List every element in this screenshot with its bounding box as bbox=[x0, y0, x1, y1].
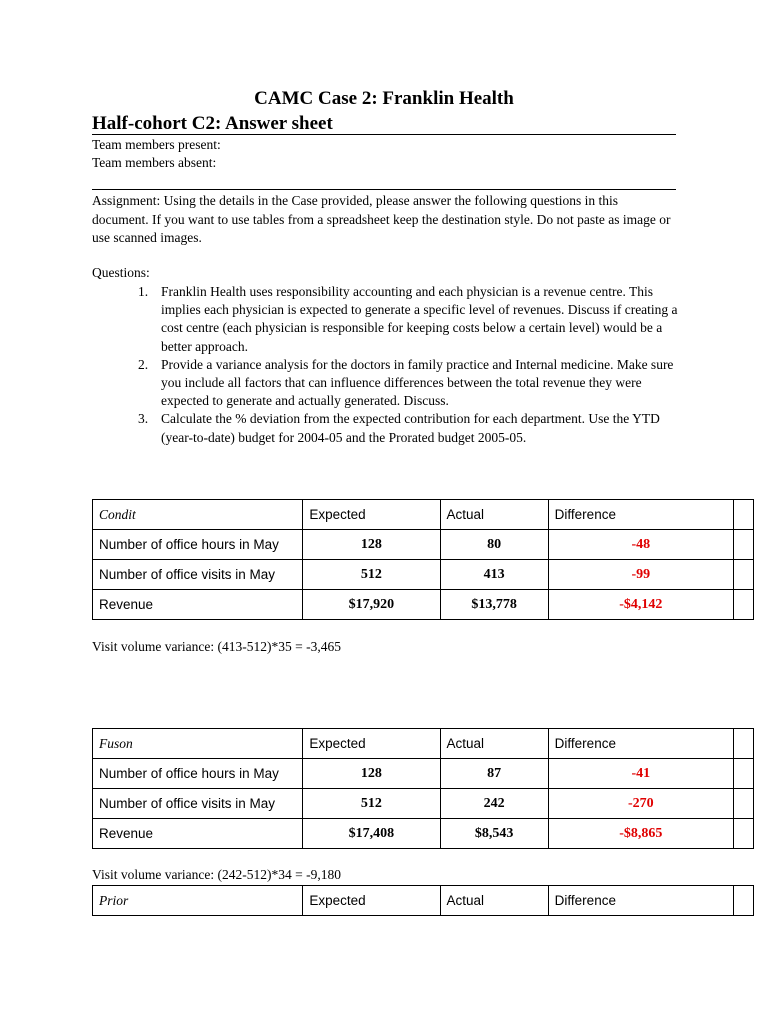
actual-value: 242 bbox=[440, 789, 548, 819]
row-label: Revenue bbox=[93, 819, 303, 849]
question-number: 2. bbox=[138, 356, 149, 372]
difference-value: -$8,865 bbox=[548, 819, 733, 849]
actual-value: 413 bbox=[440, 560, 548, 590]
table-row bbox=[93, 789, 754, 819]
difference-header: Difference bbox=[548, 500, 733, 530]
difference-value: -99 bbox=[548, 560, 733, 590]
question-item bbox=[92, 356, 682, 411]
empty-cell bbox=[733, 819, 753, 849]
question-text: Calculate the % deviation from the expected contribution for each department. Use the YTD (year-to-date) budget for 2004-05 and the Prorated budget 2005-05. bbox=[161, 411, 660, 445]
actual-value: 80 bbox=[440, 530, 548, 560]
condit-variance: Visit volume variance: (413-512)*35 = -3,465 bbox=[92, 639, 341, 654]
row-label: Number of office visits in May bbox=[93, 560, 303, 590]
question-text: Franklin Health uses responsibility accounting and each physician is a revenue centre. This implies each physician is expected to generate a specific level of revenues. Discuss if creating a cost centre (each physician is responsible for keeping costs below a certain level) would be a better approach. bbox=[161, 284, 678, 354]
difference-value: -41 bbox=[548, 759, 733, 789]
expected-header: Expected bbox=[303, 729, 440, 759]
team-absent-label: Team members absent: bbox=[92, 155, 217, 170]
row-label: Number of office hours in May bbox=[93, 759, 303, 789]
table-header-row bbox=[93, 729, 754, 759]
expected-value: 512 bbox=[303, 789, 440, 819]
difference-header: Difference bbox=[548, 886, 733, 916]
question-number: 3. bbox=[138, 411, 149, 427]
row-label: Revenue bbox=[93, 590, 303, 620]
empty-cell bbox=[733, 789, 753, 819]
physician-name: Prior bbox=[93, 886, 303, 916]
question-item bbox=[92, 410, 682, 446]
document-subtitle: Half-cohort C2: Answer sheet bbox=[92, 113, 333, 134]
empty-cell bbox=[733, 729, 753, 759]
question-number: 1. bbox=[138, 284, 149, 299]
prior-table bbox=[92, 885, 754, 916]
table-row bbox=[93, 759, 754, 789]
expected-value: $17,408 bbox=[303, 819, 440, 849]
empty-cell bbox=[733, 886, 753, 916]
difference-value: -270 bbox=[548, 789, 733, 819]
document-title: CAMC Case 2: Franklin Health bbox=[254, 88, 514, 109]
question-item bbox=[92, 283, 682, 356]
title-rule bbox=[92, 134, 676, 135]
row-label: Number of office hours in May bbox=[93, 530, 303, 560]
empty-cell bbox=[733, 530, 753, 560]
table-row bbox=[93, 819, 754, 849]
actual-value: $13,778 bbox=[440, 590, 548, 620]
actual-header: Actual bbox=[440, 500, 548, 530]
empty-cell bbox=[733, 759, 753, 789]
difference-header: Difference bbox=[548, 729, 733, 759]
table-header-row bbox=[93, 886, 754, 916]
fuson-table bbox=[92, 728, 754, 849]
fuson-variance: Visit volume variance: (242-512)*34 = -9,180 bbox=[92, 867, 341, 882]
empty-cell bbox=[733, 590, 753, 620]
actual-header: Actual bbox=[440, 729, 548, 759]
expected-header: Expected bbox=[303, 500, 440, 530]
empty-cell bbox=[733, 560, 753, 590]
expected-header: Expected bbox=[303, 886, 440, 916]
table-row bbox=[93, 560, 754, 590]
difference-value: -$4,142 bbox=[548, 590, 733, 620]
condit-table bbox=[92, 499, 754, 620]
expected-value: 128 bbox=[303, 530, 440, 560]
physician-name: Condit bbox=[93, 500, 303, 530]
table-header-row bbox=[93, 500, 754, 530]
difference-value: -48 bbox=[548, 530, 733, 560]
row-label: Number of office visits in May bbox=[93, 789, 303, 819]
questions-heading: Questions: bbox=[92, 265, 150, 280]
actual-header: Actual bbox=[440, 886, 548, 916]
assignment-rule bbox=[92, 189, 676, 190]
question-text: Provide a variance analysis for the doctors in family practice and Internal medicine. Make sure you include all factors that can influence differences between the total revenue they were expected to generate and actually generated. Discuss. bbox=[161, 356, 674, 409]
team-present-label: Team members present: bbox=[92, 137, 221, 152]
table-row bbox=[93, 590, 754, 620]
actual-value: $8,543 bbox=[440, 819, 548, 849]
expected-value: $17,920 bbox=[303, 590, 440, 620]
table-row bbox=[93, 530, 754, 560]
physician-name: Fuson bbox=[93, 729, 303, 759]
expected-value: 512 bbox=[303, 560, 440, 590]
assignment-text: Assignment: Using the details in the Case provided, please answer the following questions in this document. If you want to use tables from a spreadsheet keep the destination style. Do not paste as image or use scanned images. bbox=[92, 193, 671, 245]
empty-cell bbox=[733, 500, 753, 530]
expected-value: 128 bbox=[303, 759, 440, 789]
questions-list bbox=[92, 283, 682, 447]
actual-value: 87 bbox=[440, 759, 548, 789]
